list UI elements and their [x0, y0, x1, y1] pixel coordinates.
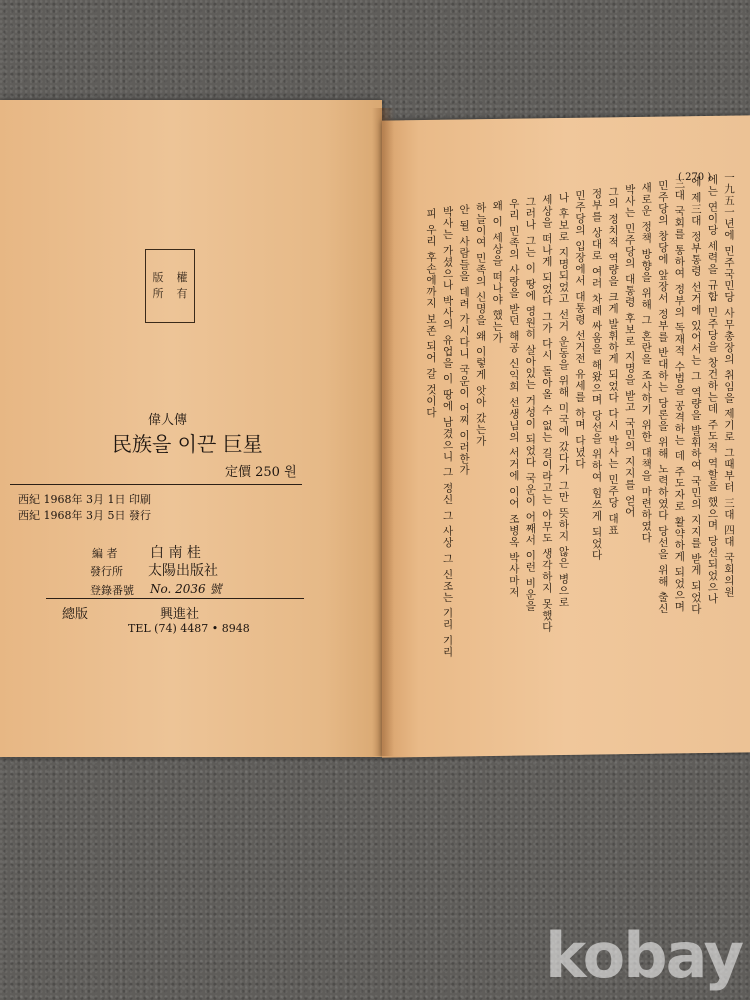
text-column: 정부를 상대로 여러 차례 싸움을 해왔으며 당선을 위하여 힘쓰게 되었다: [590, 188, 603, 561]
text-column: 우리 민족의 사랑을 받던 해공 신익희 선생님의 서거에 이어 조병옥 박사마저: [507, 198, 520, 598]
registration-number: No. 2036 號: [150, 582, 222, 596]
editor-name: 白 南 桂: [150, 545, 201, 561]
text-column: 그의 정치적 역량을 크게 발휘하게 되었다 다시 박사는 민주당 대표: [607, 186, 620, 536]
divider: [10, 484, 302, 485]
text-column: 피 우리 후손에까지 보존 되어 갈 것이다: [425, 208, 437, 419]
text-column: 三대 국회를 통하여 정부의 독재적 수법을 공격하는 데 주도자로 활약하게 되었으며: [673, 178, 686, 613]
text-column: 나 후보로 지명되었고 선거 운동을 위해 미국에 갔다가 그만 뜻하지 않은 병으로: [557, 192, 570, 608]
page-number: ( 270 ): [678, 172, 712, 183]
text-column: 안 될 사람들을 데려 가시다니 국운이 어찌 이러한가: [458, 204, 471, 476]
stamp-char: 有: [176, 287, 188, 300]
copyright-stamp: [145, 249, 195, 323]
watermark: kobay: [545, 919, 742, 992]
publisher-label: 發行所: [90, 565, 123, 578]
print-date: 西紀 1968年 3月 1日 印刷: [18, 493, 151, 506]
text-column: 새로운 정책 방향을 위해 그 혼란을 조사하기 위한 대책을 마련하였다: [640, 182, 653, 544]
editor-label: 編 者: [92, 547, 118, 560]
text-column: 에 제三대 정부통령 선거에 있어서는 그 역량을 발휘하여 국민의 지지를 받게 되었다: [689, 176, 702, 615]
text-column: 박사는 가셨으나 박사의 유업을 이 땅에 남겼으니 그 정신 그 사상 그 신조는 기리 기리: [441, 206, 454, 658]
book-gutter: [372, 108, 394, 756]
series-label: 偉人傳: [148, 413, 188, 428]
telephone: TEL (74) 4487 • 8948: [128, 622, 250, 635]
price: 定價 250 원: [225, 465, 297, 480]
distributor-label: 總版: [62, 607, 89, 622]
stamp-char: 版: [152, 271, 164, 284]
distributor-name: 興進社: [160, 607, 200, 622]
text-column: 민주당의 입장에서 대통령 선거전 유세를 하며 다녔다: [574, 190, 586, 470]
text-column: 박사는 민주당의 대통령 후보로 지명을 받고 국민의 지지를 얻어: [623, 184, 636, 518]
text-column: 一九五一년에 민주국민당 사무총장의 취임을 제기로 그때부터 三대 四대 국회의원: [723, 172, 735, 598]
text-column: 민주당의 창당에 앞장서 정부를 반대하는 당론을 위해 노력하였다 당선을 위해 출신: [656, 180, 669, 615]
publisher-name: 太陽出版社: [148, 563, 218, 579]
stamp-char: 所: [152, 287, 164, 300]
text-column: 세상을 떠나게 되었다 그가 다시 돌아올 수 없는 길이라고는 아무도 생각하지 못했다: [540, 194, 553, 633]
text-column: 에는 연이당 세력을 규합 민주당을 창건하는데 주도적 역할을 했으며 당선되었으나: [706, 174, 719, 605]
publish-date: 西紀 1968年 3月 5日 發行: [18, 509, 151, 522]
stamp-char: 權: [176, 271, 188, 284]
book-title: 民族을 이끈 巨星: [112, 432, 263, 456]
text-column: 그러나 그는 이 땅에 영원히 살아있는 거성이 되었다 국운이 어째서 이런 비운을: [524, 196, 537, 612]
divider: [46, 598, 304, 599]
text-column: 왜 이 세상을 떠나야 했는가: [491, 200, 504, 344]
registration-label: 登錄番號: [90, 584, 134, 597]
text-column: 하늘이여 민족의 신명을 왜 이렇게 앗아 갔는가: [474, 202, 487, 447]
